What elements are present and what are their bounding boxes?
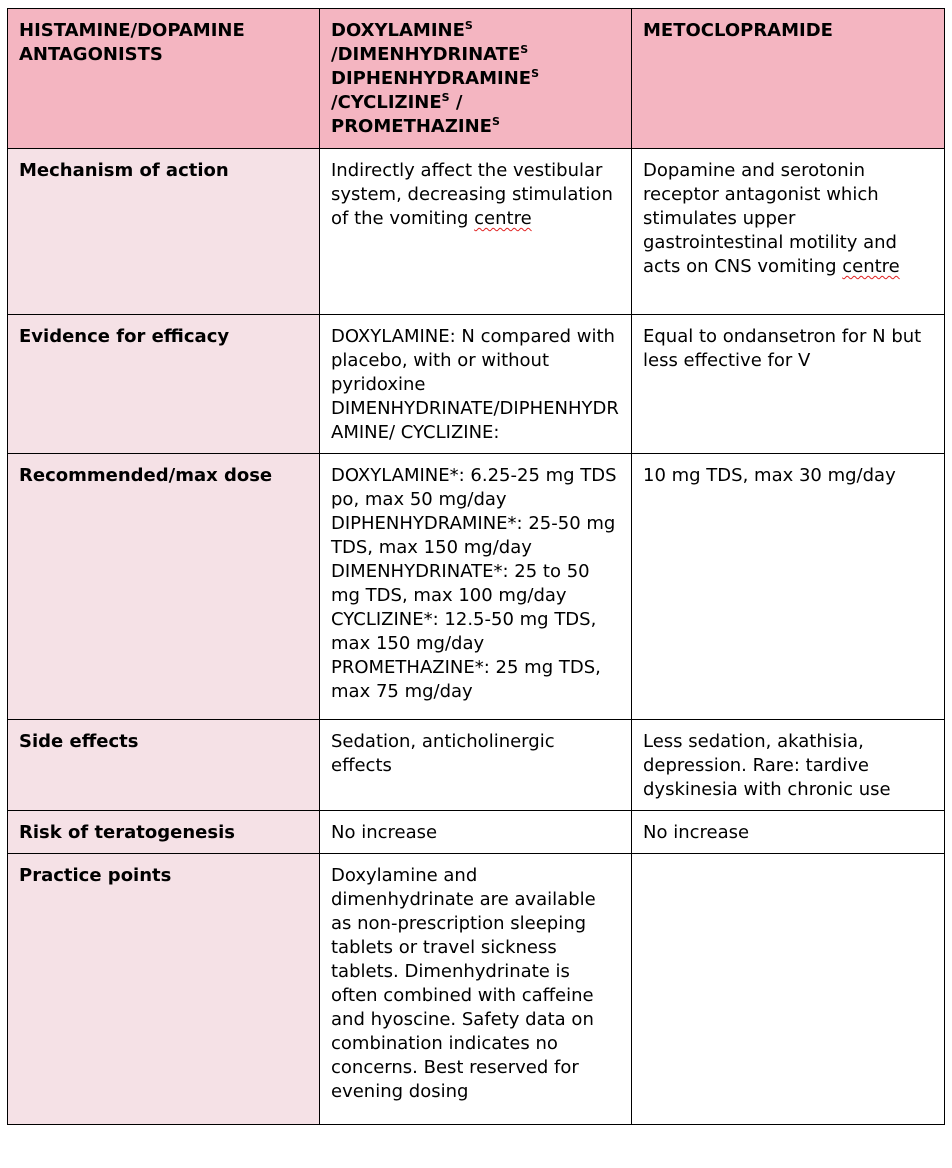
cell-side-effects-antihistamines: Sedation, anticholinergic effects — [320, 720, 632, 811]
cell-teratogenesis-metoclopramide: No increase — [632, 811, 945, 854]
header-separator: / — [449, 92, 463, 113]
cell-efficacy-metoclopramide: Equal to ondansetron for N but less effective for V — [632, 315, 945, 454]
spellcheck-flagged-word: centre — [842, 256, 900, 277]
row-label-dose: Recommended/max dose — [8, 454, 320, 720]
cell-side-effects-metoclopramide: Less sedation, akathisia, depression. Rare: tardive dyskinesia with chronic use — [632, 720, 945, 811]
table-row — [8, 854, 945, 1125]
cell-mechanism-antihistamines — [320, 149, 632, 315]
header-histamine-dopamine-antagonists: HISTAMINE/DOPAMINE ANTAGONISTS — [8, 9, 320, 149]
superscript-s: S — [520, 43, 529, 56]
table-row — [8, 149, 945, 315]
mechanism-text: Indirectly affect the vestibular system, decreasing stimulation of the vomiting — [331, 160, 613, 229]
cell-efficacy-antihistamines — [320, 315, 632, 454]
header-drug-cyclizine: /CYCLIZINE — [331, 92, 442, 113]
efficacy-dimenhydrinate: DIMENHYDRINATE/DIPHENHYDRAMINE/ CYCLIZINE: — [331, 398, 619, 443]
header-drug-doxylamine: DOXYLAMINE — [331, 20, 465, 41]
spellcheck-flagged-word: centre — [474, 208, 532, 229]
drug-comparison-table — [7, 8, 945, 1125]
header-row — [8, 9, 945, 149]
efficacy-doxylamine: DOXYLAMINE: N compared with placebo, with or without pyridoxine — [331, 326, 615, 395]
header-antihistamines — [320, 9, 632, 149]
header-drug-promethazine: PROMETHAZINE — [331, 116, 492, 137]
header-drug-diphenhydramine: DIPHENHYDRAMINE — [331, 68, 532, 89]
mechanism-text: Dopamine and serotonin receptor antagonist which stimulates upper gastrointestinal motility and acts on CNS vomiting — [643, 160, 897, 277]
row-label-mechanism: Mechanism of action — [8, 149, 320, 315]
header-metoclopramide: METOCLOPRAMIDE — [632, 9, 945, 149]
table-row — [8, 315, 945, 454]
cell-dose-metoclopramide: 10 mg TDS, max 30 mg/day — [632, 454, 945, 720]
cell-practice-antihistamines — [320, 854, 632, 1125]
superscript-s: S — [464, 19, 473, 32]
row-label-side-effects: Side effects — [8, 720, 320, 811]
header-drug-dimenhydrinate: /DIMENHYDRINATE — [331, 44, 521, 65]
superscript-s: S — [491, 115, 500, 128]
row-label-practice-points: Practice points — [8, 854, 320, 1125]
superscript-s: S — [531, 67, 539, 80]
cell-practice-metoclopramide — [632, 854, 945, 1125]
cell-teratogenesis-antihistamines: No increase — [320, 811, 632, 854]
table-row — [8, 720, 945, 811]
cell-mechanism-metoclopramide — [632, 149, 945, 315]
table-row — [8, 454, 945, 720]
row-label-teratogenesis: Risk of teratogenesis — [8, 811, 320, 854]
table-row — [8, 811, 945, 854]
row-label-efficacy: Evidence for efficacy — [8, 315, 320, 454]
superscript-s: S — [441, 91, 450, 104]
cell-dose-antihistamines: DOXYLAMINE*: 6.25-25 mg TDS po, max 50 mg/day DIPHENHYDRAMINE*: 25-50 mg TDS, max 150 mg/day DIMENHYDRINATE*: 25 to 50 mg TDS, max 100 mg/day CYCLIZINE*: 12.5-50 mg TDS, max 150 mg/day PROMETHAZINE*: 25 mg TDS, max 75 mg/day — [320, 454, 632, 720]
practice-text: Doxylamine and dimenhydrinate are available as non-prescription sleeping tablets or travel sickness tablets. Dimenhydrinate is often combined with caffeine and hyoscine. Safety data on combination indicates no concerns. Best reserved for evening dosing — [331, 865, 596, 1102]
